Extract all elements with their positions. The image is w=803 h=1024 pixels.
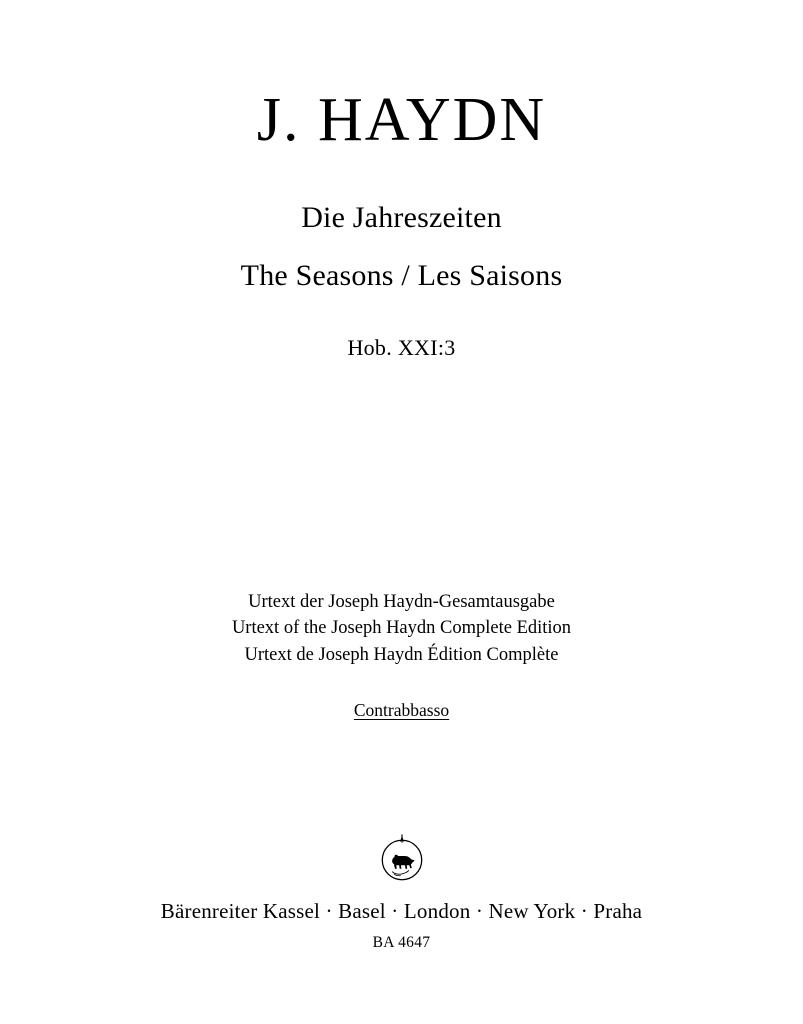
urtext-line-german: Urtext der Joseph Haydn-Gesamtausgabe (248, 592, 555, 613)
work-title-german: Die Jahreszeiten (301, 201, 502, 235)
urtext-line-english: Urtext of the Joseph Haydn Complete Edition (231, 618, 572, 639)
urtext-statement (232, 589, 571, 668)
publisher-block (0, 831, 803, 952)
publisher-cities: Bärenreiter Kassel · Basel · London · New York · Praha (160, 899, 643, 923)
composer-name: J. HAYDN (256, 86, 547, 154)
work-title-english-french: The Seasons / Les Saisons (240, 259, 563, 293)
instrument-part-name: Contrabbasso (353, 699, 450, 720)
plate-number: BA 4647 (372, 934, 431, 951)
catalogue-number: Hob. XXI:3 (347, 335, 456, 361)
baerenreiter-bear-logo (373, 831, 431, 889)
urtext-line-french: Urtext de Joseph Haydn Édition Complète (244, 644, 559, 665)
